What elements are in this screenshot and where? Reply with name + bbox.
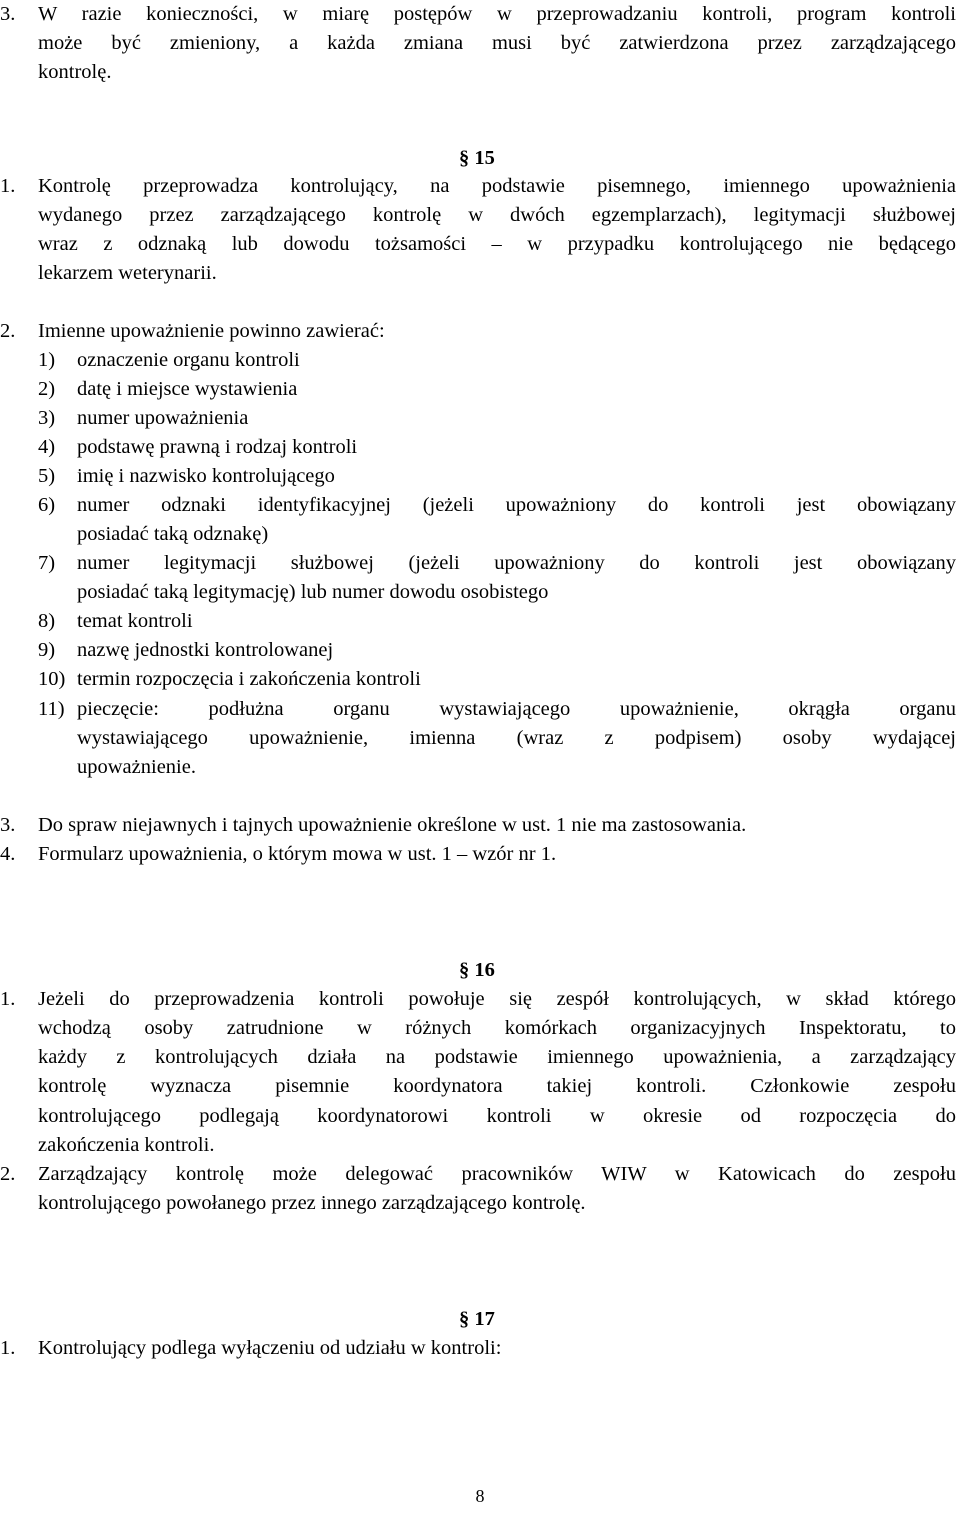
s16-p2-line-1	[0, 1160, 960, 1189]
list-item-number: 9)	[38, 639, 56, 661]
list-item-continuation	[0, 753, 960, 782]
list-item-text: numer upoważnienia	[77, 407, 249, 429]
page-number: 8	[475, 1486, 485, 1506]
s16-p1-line-4	[0, 1072, 960, 1101]
list-item	[0, 491, 960, 520]
list-item-number: 11)	[38, 698, 65, 720]
s15-p1-text: wraz z odznaką lub dowodu tożsamości – w przypadku kontrolującego nie będącego	[38, 233, 956, 255]
s15-p1-number: 1.	[0, 175, 16, 197]
s15-p1-text: wydanego przez zarządzającego kontrolę w dwóch egzemplarzach), legitymacji służbowej	[38, 204, 956, 226]
s15-p2-lead	[0, 317, 960, 346]
section-heading-16: § 16	[459, 959, 495, 981]
list-item-text: termin rozpoczęcia i zakończenia kontroli	[77, 668, 421, 690]
intro-line-1	[0, 0, 960, 29]
s15-p1-line-3	[0, 230, 960, 259]
s15-p1-line-2	[0, 201, 960, 230]
s16-p2-text: Zarządzający kontrolę może delegować pracowników WIW w Katowicach do zespołu	[38, 1163, 956, 1185]
s16-p2-number: 2.	[0, 1163, 16, 1185]
list-item	[0, 695, 960, 724]
intro-text: kontrolę.	[38, 61, 112, 83]
list-item-number: 2)	[38, 378, 56, 400]
s16-p1-text: wchodzą osoby zatrudnione w różnych komórkach organizacyjnych Inspektoratu, to	[38, 1017, 956, 1039]
list-item-text: imię i nazwisko kontrolującego	[77, 465, 335, 487]
s15-p4-number: 4.	[0, 843, 16, 865]
list-item	[0, 404, 960, 433]
list-item-text: posiadać taką legitymację) lub numer dowodu osobistego	[77, 581, 549, 603]
list-item	[0, 433, 960, 462]
s16-p1-line-3	[0, 1043, 960, 1072]
list-item	[0, 462, 960, 491]
s16-p1-number: 1.	[0, 988, 16, 1010]
s15-p2-lead-text: Imienne upoważnienie powinno zawierać:	[38, 320, 385, 342]
list-item-text: oznaczenie organu kontroli	[77, 349, 300, 371]
s16-p1-line-1	[0, 985, 960, 1014]
s16-p1-text: Jeżeli do przeprowadzenia kontroli powołuje się zespół kontrolujących, w skład którego	[38, 988, 956, 1010]
list-item-number: 7)	[38, 552, 56, 574]
s15-p1-line-1	[0, 172, 960, 201]
list-item-number: 4)	[38, 436, 56, 458]
s16-p2-text: kontrolującego powołanego przez innego zarządzającego kontrolę.	[38, 1192, 586, 1214]
list-item-text: upoważnienie.	[77, 756, 196, 778]
section-heading-15: § 15	[459, 147, 495, 169]
s16-p1-line-5	[0, 1102, 960, 1131]
s15-p4	[0, 840, 960, 869]
intro-text: W razie konieczności, w miarę postępów w przeprowadzaniu kontroli, program kontroli	[38, 3, 956, 25]
s16-p2-line-2	[0, 1189, 960, 1218]
s15-p1-text: lekarzem weterynarii.	[38, 262, 217, 284]
list-item-text: numer odznaki identyfikacyjnej (jeżeli upoważniony do kontroli jest obowiązany	[77, 494, 956, 516]
s15-p3	[0, 811, 960, 840]
list-item-text: nazwę jednostki kontrolowanej	[77, 639, 334, 661]
list-item	[0, 375, 960, 404]
list-item-number: 1)	[38, 349, 56, 371]
section-heading-17: § 17	[459, 1308, 495, 1330]
list-item-number: 5)	[38, 465, 56, 487]
s15-p3-text: Do spraw niejawnych i tajnych upoważnienie określone w ust. 1 nie ma zastosowania.	[38, 814, 747, 836]
intro-text: może być zmieniony, a każda zmiana musi być zatwierdzona przez zarządzającego	[38, 32, 956, 54]
list-item-text: temat kontroli	[77, 610, 193, 632]
intro-number: 3.	[0, 3, 16, 25]
s16-p1-text: każdy z kontrolujących działa na podstawie imiennego upoważnienia, a zarządzający	[38, 1046, 956, 1068]
list-item-number: 3)	[38, 407, 56, 429]
s17-p1-number: 1.	[0, 1337, 16, 1359]
intro-line-3	[0, 58, 960, 87]
list-item-text: numer legitymacji służbowej (jeżeli upoważniony do kontroli jest obowiązany	[77, 552, 956, 574]
list-item-text: wystawiającego upoważnienie, imienna (wraz z podpisem) osoby wydającej	[77, 727, 956, 749]
list-item	[0, 607, 960, 636]
s15-p1-line-4	[0, 259, 960, 288]
list-item-text: pieczęcie: podłużna organu wystawiającego upoważnienie, okrągła organu	[77, 698, 956, 720]
s16-p1-text: kontrolującego podlegają koordynatorowi kontroli w okresie od rozpoczęcia do	[38, 1105, 956, 1127]
s15-p3-number: 3.	[0, 814, 16, 836]
list-item-number: 6)	[38, 494, 56, 516]
list-item-continuation	[0, 520, 960, 549]
list-item	[0, 549, 960, 578]
s17-p1	[0, 1334, 960, 1363]
list-item-text: posiadać taką odznakę)	[77, 523, 269, 545]
list-item-continuation	[0, 578, 960, 607]
list-item-continuation	[0, 724, 960, 753]
list-item-text: podstawę prawną i rodzaj kontroli	[77, 436, 358, 458]
s17-p1-text: Kontrolujący podlega wyłączeniu od udziału w kontroli:	[38, 1337, 502, 1359]
s16-p1-text: kontrolę wyznacza pisemnie koordynatora takiej kontroli. Członkowie zespołu	[38, 1075, 956, 1097]
s16-p1-text: zakończenia kontroli.	[38, 1134, 215, 1156]
list-item-number: 10)	[38, 668, 66, 690]
list-item	[0, 665, 960, 694]
s15-p2-number: 2.	[0, 320, 16, 342]
intro-line-2	[0, 29, 960, 58]
s16-p1-line-6	[0, 1131, 960, 1160]
s15-p4-text: Formularz upoważnienia, o którym mowa w ust. 1 – wzór nr 1.	[38, 843, 557, 865]
list-item-text: datę i miejsce wystawienia	[77, 378, 298, 400]
s15-p1-text: Kontrolę przeprowadza kontrolujący, na podstawie pisemnego, imiennego upoważnienia	[38, 175, 956, 197]
list-item	[0, 636, 960, 665]
list-item	[0, 346, 960, 375]
list-item-number: 8)	[38, 610, 56, 632]
s16-p1-line-2	[0, 1014, 960, 1043]
